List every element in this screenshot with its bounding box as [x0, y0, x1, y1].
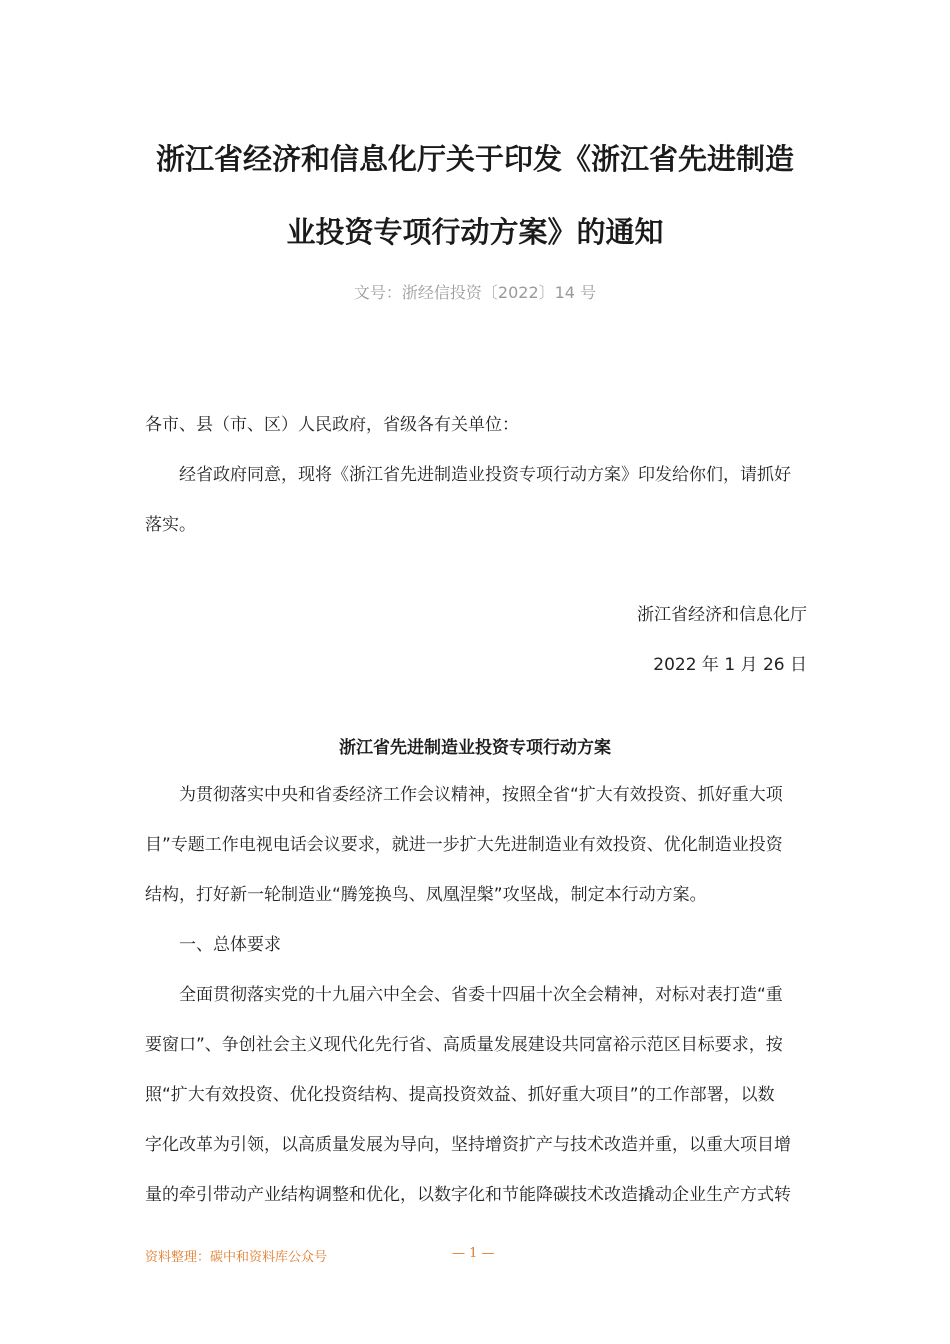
issue-date: 2022 年 1 月 26 日: [653, 655, 807, 675]
intro-paragraph-line1: 经省政府同意，现将《浙江省先进制造业投资专项行动方案》印发给你们，请抓好: [179, 465, 791, 485]
plan-title: 浙江省先进制造业投资专项行动方案: [339, 738, 611, 758]
paragraph-1-line3: 结构，打好新一轮制造业“腾笼换鸟、凤凰涅槃”攻坚战，制定本行动方案。: [145, 885, 707, 905]
footer-page-number: — 1 —: [452, 1246, 495, 1261]
footer-source-note: 资料整理：碳中和资料库公众号: [145, 1250, 328, 1265]
document-title-line1: 浙江省经济和信息化厅关于印发《浙江省先进制造: [155, 142, 794, 176]
salutation: 各市、县（市、区）人民政府，省级各有关单位：: [145, 415, 519, 435]
issuer-signature: 浙江省经济和信息化厅: [637, 605, 807, 625]
document-title-line2: 业投资专项行动方案》的通知: [286, 215, 664, 249]
intro-paragraph-line2: 落实。: [145, 515, 196, 535]
section-1-heading: 一、总体要求: [179, 935, 281, 955]
paragraph-1-line1: 为贯彻落实中央和省委经济工作会议精神，按照全省“扩大有效投资、抓好重大项: [179, 785, 783, 805]
paragraph-2-line4: 字化改革为引领，以高质量发展为导向，坚持增资扩产与技术改造并重，以重大项目增: [145, 1135, 791, 1155]
paragraph-2-line3: 照“扩大有效投资、优化投资结构、提高投资效益、抓好重大项目”的工作部署，以数: [145, 1085, 775, 1105]
paragraph-2-line2: 要窗口”、争创社会主义现代化先行省、高质量发展建设共同富裕示范区目标要求，按: [145, 1035, 783, 1055]
document-number: 文号：浙经信投资〔2022〕14 号: [353, 283, 597, 302]
paragraph-1-line2: 目”专题工作电视电话会议要求，就进一步扩大先进制造业有效投资、优化制造业投资: [145, 835, 783, 855]
paragraph-2-line5: 量的牵引带动产业结构调整和优化，以数字化和节能降碳技术改造撬动企业生产方式转: [145, 1185, 791, 1205]
paragraph-2-line1: 全面贯彻落实党的十九届六中全会、省委十四届十次全会精神，对标对表打造“重: [179, 985, 783, 1005]
